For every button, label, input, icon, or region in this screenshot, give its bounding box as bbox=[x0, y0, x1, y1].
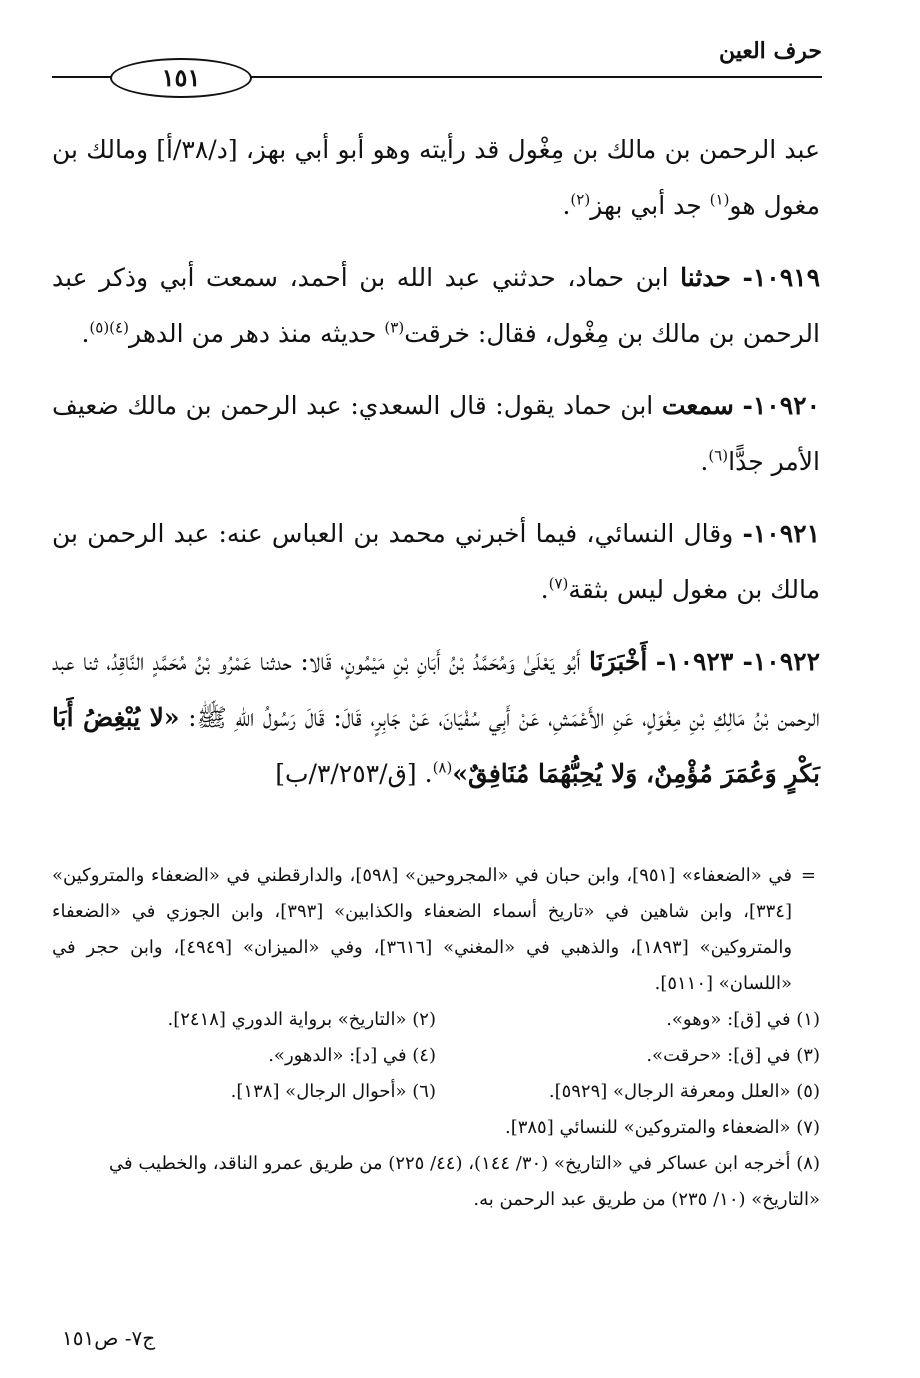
footnote-row bbox=[52, 1038, 820, 1074]
footnote-2: (٢) «التاريخ» برواية الدوري [٢٤١٨]. bbox=[167, 1009, 436, 1030]
paragraph-text: جد أبي بهز bbox=[590, 191, 710, 220]
entry-lead-word: حدثنا bbox=[680, 263, 731, 292]
entry-10919 bbox=[52, 250, 820, 362]
footnote-1: (١) في [ق]: «وهو». bbox=[666, 1009, 820, 1030]
entry-10922 bbox=[52, 634, 820, 802]
entry-number: ١٠٩١٩- bbox=[742, 263, 820, 292]
entry-number: ١٠٩٢١- bbox=[742, 519, 820, 548]
page-signature: ج٧- ص١٥١ bbox=[62, 1326, 156, 1350]
entry-text: وقال النسائي، فيما أخبرني محمد بن العباس عنه: عبد الرحمن بن مالك بن مغول ليس بثقة bbox=[52, 519, 820, 604]
entry-text: . bbox=[540, 575, 549, 604]
footnote-5: (٥) «العلل ومعرفة الرجال» [٥٩٢٩]. bbox=[548, 1081, 820, 1102]
footnote-ref: (٢) bbox=[570, 190, 591, 209]
paragraph-text: عبد الرحمن بن مالك بن مِغْول قد رأيته وهو أبو أبي بهز، [د/٣٨/أ] ومالك بن مغول هو bbox=[52, 135, 820, 220]
entry-text: . bbox=[700, 447, 709, 476]
entry-text: ابن حماد يقول: قال السعدي: عبد الرحمن بن مالك ضعيف الأمر جدًّا bbox=[52, 391, 820, 476]
running-title: حرف العين bbox=[718, 38, 822, 64]
entry-lead-word: أَخْبَرَنَا bbox=[588, 647, 648, 676]
footnote-8: (٨) أخرجه ابن عساكر في «التاريخ» (٣٠/ ١٤٤)، (٤٤/ ٢٢٥) من طريق عمرو الناقد، والخطيب في «التاريخ» (١٠/ ٢٣٥) من طريق عبد الرحمن به. bbox=[109, 1153, 820, 1210]
entry-text: . bbox=[81, 319, 90, 348]
entry-text: ابن حماد، حدثني عبد الله بن أحمد، سمعت أبي وذكر عبد الرحمن بن مالك بن مِغْول، فقال: خرقت bbox=[52, 263, 820, 348]
footnote-continuation bbox=[52, 858, 820, 1002]
continuation-marker: = bbox=[800, 865, 816, 886]
footnote-ref: (٤)(٥) bbox=[89, 318, 129, 337]
footnotes bbox=[52, 858, 820, 1218]
paragraph-text: . bbox=[562, 191, 571, 220]
entry-number: ١٠٩٢٠- bbox=[742, 391, 820, 420]
entry-10921 bbox=[52, 506, 820, 618]
footnote-ref: (٦) bbox=[708, 446, 729, 465]
entry-10920 bbox=[52, 378, 820, 490]
footnote-6: (٦) «أحوال الرجال» [١٣٨]. bbox=[230, 1081, 436, 1102]
hadith-quote: «لا يُبْغِضُ أَبَا بَكْرٍ وَعُمَرَ مُؤْمِنٌ، وَلا يُحِبُّهُمَا مُنَافِقٌ» bbox=[52, 703, 820, 788]
footnote-3: (٣) في [ق]: «حرقت». bbox=[646, 1045, 820, 1066]
main-text bbox=[52, 122, 820, 818]
footnote-text: في «الضعفاء» [٩٥١]، وابن حبان في «المجروحين» [٥٩٨]، والدارقطني في «الضعفاء والمتروكين» [٣٣٤]، وابن شاهين في «تاريخ أسماء الضعفاء والكذابين» [٣٩٣]، وابن الجوزي في «الضعفاء والمتروكين» [١٨٩٣]، والذهبي في «المغني» [٣٦١٦]، وفي «الميزان» [٤٩٤٩]، وابن حجر في «اللسان» [٥١١٠]. bbox=[52, 865, 793, 994]
footnote-ref: (٨) bbox=[432, 758, 453, 777]
entry-number: ١٠٩٢٢- ١٠٩٢٣- bbox=[655, 647, 820, 676]
page-number-oval: ١٥١ bbox=[110, 58, 252, 98]
footnote-ref: (١) bbox=[709, 190, 730, 209]
footnote-row bbox=[52, 1074, 820, 1110]
footnote-row bbox=[52, 1002, 820, 1038]
entry-text: . [ق/٣/٢٥٣/ب] bbox=[275, 759, 433, 788]
footnote-ref: (٣) bbox=[384, 318, 405, 337]
footnote-7: (٧) «الضعفاء والمتروكين» للنسائي [٣٨٥]. bbox=[504, 1117, 820, 1138]
page-header bbox=[52, 30, 822, 100]
entry-text: حديثه منذ دهر من الدهر bbox=[128, 319, 385, 348]
paragraph-continuation bbox=[52, 122, 820, 234]
entry-lead-word: سمعت bbox=[661, 391, 734, 420]
footnote-ref: (٧) bbox=[548, 574, 569, 593]
entry-text: أَبُو يَعْلَىٰ وَمُحَمَّدُ بْنُ أَبَانِ بْنِ مَيْمُونٍ، قَالا: حدثنا عَمْرُو بْنُ مُحَمَّدٍ النَّاقِدُ، ثنا عبد الرحمن بْنُ مَالِكِ بْنِ مِغْوَلٍ، عَنِ الأَعْمَشِ، عَنْ أَبِي سُفْيَانَ، عَنْ جَابِرٍ، قَالَ: قَالَ رَسُولُ اللهِ ﷺ: bbox=[52, 647, 820, 732]
footnote-4: (٤) في [د]: «الدهور». bbox=[268, 1045, 436, 1066]
